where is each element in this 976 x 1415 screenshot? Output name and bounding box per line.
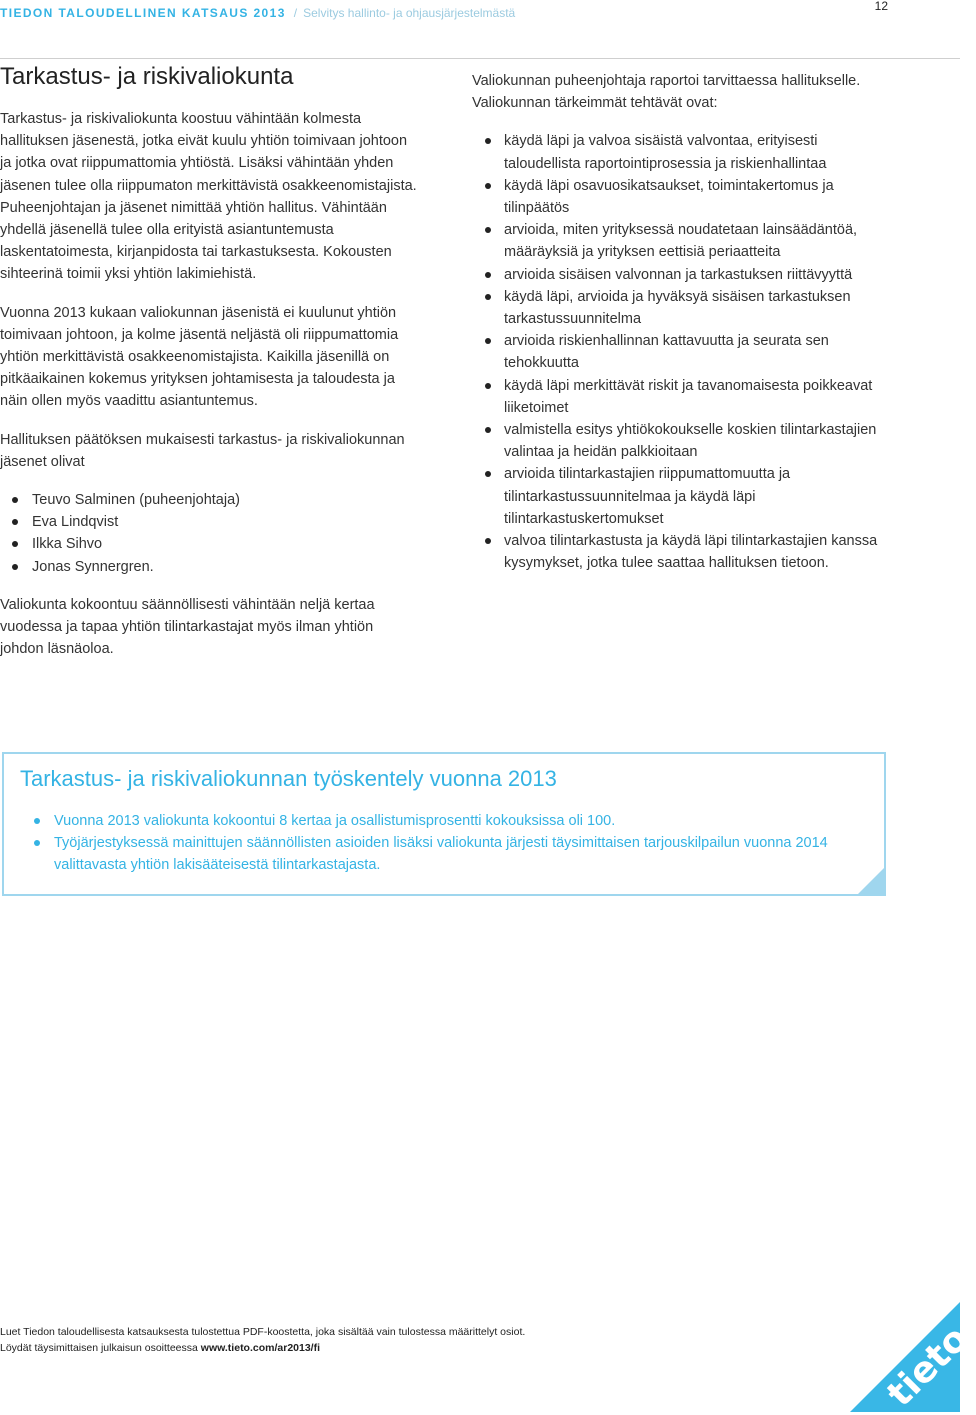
left-column (0, 108, 420, 676)
list-item (472, 530, 892, 574)
task-text: arvioida, miten yrityksessä noudatetaan lainsäädäntöä, määräyksiä ja yrityksen eettisiä periaatteita (504, 222, 858, 261)
box-item-text: Työjärjestyksessä mainittujen säännöllisten asioiden lisäksi valiokunta järjesti täysimittaisen tarjouskilpailun vuonna 2014 valittavasta yhtiön lakisääteisestä tilintarkastajasta. (54, 835, 828, 874)
member-name: Eva Lindqvist (32, 514, 119, 531)
task-text: käydä läpi, arvioida ja hyväksyä sisäisen tarkastuksen tarkastussuunnitelma (504, 288, 851, 328)
list-item (0, 556, 420, 578)
report-title: TIEDON TALOUDELLINEN KATSAUS 2013 (0, 6, 286, 20)
list-item (472, 286, 892, 330)
task-list (472, 130, 892, 574)
task-text: valvoa tilintarkastusta ja käydä läpi tilintarkastajien kanssa kysymykset, jotka tulee saattaa hallituksen tietoon. (504, 533, 878, 572)
paragraph-composition: Tarkastus- ja riskivaliokunta koostuu vähintään kolmesta hallituksen jäsenestä, jotka eivät kuulu yhtiön toimivaan johtoon ja jotka ovat riippumattomia yhtiöstä. Lisäksi vähintään yhden jäsenen tulee olla riippumaton merkittävistä osakkeenomistajista. Puheenjohtajan ja jäsenet nimittää yhtiön hallitus. Vähintään yhdellä jäsenellä tulee olla erityistä asiantuntemusta laskentatoimesta, kirjanpidosta tai tarkastuksesta. Kokousten sihteerinä toimii yksi yhtiön lakimiehistä. (0, 111, 417, 283)
paragraph-tasks-intro: Valiokunnan puheenjohtaja raportoi tarvittaessa hallitukselle. Valiokunnan tärkeimmät tehtävät ovat: (472, 73, 861, 112)
paragraph-members-intro: Hallituksen päätöksen mukaisesti tarkastus- ja riskivaliokunnan jäsenet olivat (0, 431, 405, 470)
box-item-text: Vuonna 2013 valiokunta kokoontui 8 kertaa ja osallistumisprosentti kokouksissa oli 100. (54, 813, 616, 829)
member-list (0, 489, 420, 578)
task-text: arvioida tilintarkastajien riippumattomuutta ja tilintarkastussuunnitelmaa ja käydä läpi tilintarkastuskertomukset (504, 466, 791, 527)
right-column (472, 70, 892, 590)
bullet-icon (34, 840, 40, 846)
bullet-icon (12, 497, 18, 503)
header-divider (0, 58, 960, 59)
footer-note (0, 1324, 525, 1356)
section-title: Selvitys hallinto- ja ohjausjärjestelmästä (303, 6, 516, 20)
page-number: 12 (874, 0, 888, 13)
bullet-icon (485, 427, 491, 433)
bullet-icon (485, 538, 491, 544)
member-name: Ilkka Sihvo (32, 536, 103, 553)
task-text: käydä läpi osavuosikatsaukset, toimintakertomus ja tilinpäätös (504, 177, 834, 217)
box-list (22, 810, 842, 877)
running-header (0, 6, 515, 20)
list-item (0, 511, 420, 533)
bullet-icon (485, 138, 491, 144)
bullet-icon (485, 227, 491, 233)
list-item (472, 175, 892, 219)
list-item (472, 463, 892, 530)
list-item (472, 375, 892, 419)
list-item (472, 419, 892, 463)
footer-prefix: Löydät täysimittaisen julkaisun osoitteessa (0, 1342, 201, 1354)
bullet-icon (12, 519, 18, 525)
bullet-icon (12, 541, 18, 547)
header-separator: / (293, 6, 298, 20)
task-text: käydä läpi ja valvoa sisäistä valvontaa, erityisesti taloudellista raportointiprosessia ja riskienhallintaa (504, 133, 827, 172)
bullet-icon (485, 272, 491, 278)
task-text: valmistella esitys yhtiökokoukselle koskien tilintarkastajien valintaa ja heidän palkkioitaan (504, 422, 877, 461)
tieto-logo (850, 1302, 976, 1415)
list-item (472, 130, 892, 174)
page-title: Tarkastus- ja riskivaliokunta (0, 63, 294, 90)
member-name: Teuvo Salminen (puheenjohtaja) (32, 492, 240, 509)
paragraph-2013-members: Vuonna 2013 kukaan valiokunnan jäsenistä ei kuulunut yhtiön toimivaan johtoon, ja kolme jäsentä neljästä oli riippumattomia yhtiön merkittävistä osakkeenomistajista. Kaikilla jäsenillä on pitkäaikainen kokemus yrityksen johtamisesta ja taloudesta ja näin ollen myös vaadittu asiantuntemus. (0, 304, 399, 410)
list-item (472, 330, 892, 374)
bullet-icon (485, 338, 491, 344)
bullet-icon (485, 383, 491, 389)
list-item (0, 533, 420, 555)
logo-text: tieto (879, 1318, 976, 1415)
member-name: Jonas Synnergren. (32, 558, 154, 575)
footer-line-1: Luet Tiedon taloudellisesta katsauksesta tulostettua PDF-koostetta, joka sisältää vain tulostessa määrittelyt osiot. (0, 1326, 526, 1338)
task-text: arvioida sisäisen valvonnan ja tarkastuksen riittävyyttä (504, 266, 853, 283)
box-title: Tarkastus- ja riskivaliokunnan työskentely vuonna 2013 (20, 766, 557, 791)
footer-line-2 (0, 1340, 525, 1356)
list-item (472, 264, 892, 286)
box-content (22, 810, 842, 893)
bullet-icon (485, 294, 491, 300)
list-item (472, 219, 892, 263)
task-text: käydä läpi merkittävät riskit ja tavanomaisesta poikkeavat liiketoimet (504, 377, 873, 416)
paragraph-meetings: Valiokunta kokoontuu säännöllisesti vähintään neljä kertaa vuodessa ja tapaa yhtiön tilintarkastajat myös ilman yhtiön johdon läsnäoloa. (0, 596, 375, 658)
footer-url-link[interactable]: www.tieto.com/ar2013/fi (200, 1342, 321, 1354)
bullet-icon (34, 818, 40, 824)
task-text: arvioida riskienhallinnan kattavuutta ja seurata sen tehokkuutta (504, 333, 829, 372)
bullet-icon (485, 183, 491, 189)
bullet-icon (12, 564, 18, 570)
bullet-icon (485, 471, 491, 477)
box-corner-fold (856, 866, 886, 896)
highlight-box (2, 752, 886, 896)
list-item (22, 810, 842, 832)
list-item (22, 832, 842, 876)
list-item (0, 489, 420, 511)
